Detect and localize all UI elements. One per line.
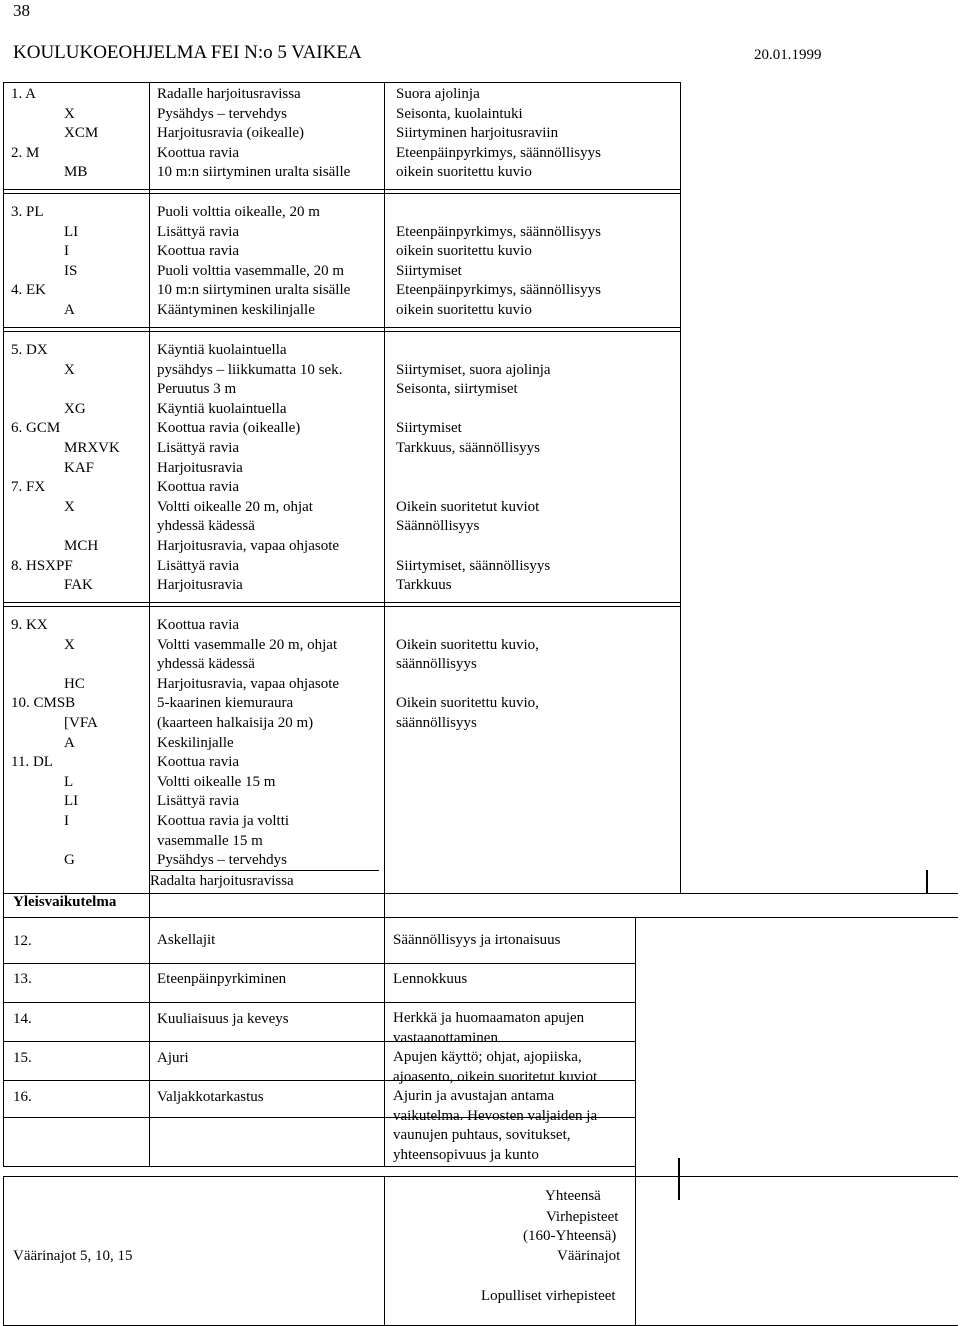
exercise-line: Harjoitusravia, vapaa ohjasote xyxy=(157,675,340,692)
mark: XG xyxy=(64,400,86,417)
exercise-line: Pysähdys – tervehdys xyxy=(157,852,287,869)
criteria-line: Oikein suoritettu kuvio, xyxy=(396,695,539,712)
footer-formula: (160-Yhteensä) xyxy=(523,1228,617,1244)
exercise-line: Pysähdys – tervehdys xyxy=(157,105,287,122)
mark: 6. GCM xyxy=(11,420,61,437)
criteria-line: Eteenpäinpyrkimys, säännöllisyys xyxy=(396,223,601,240)
general-num: 13. xyxy=(13,971,32,987)
general-criteria xyxy=(393,1048,597,1087)
block-3-marks xyxy=(11,341,120,596)
criteria-line: Säännöllisyys xyxy=(396,518,480,535)
exercise-line: Koottua ravia (oikealle) xyxy=(157,420,301,437)
criteria-line: vaikutelma. Hevosten valjaiden ja xyxy=(393,1107,598,1124)
exercise-line: yhdessä kädessä xyxy=(157,518,255,535)
exercise-line: Lisättyä ravia xyxy=(157,793,240,810)
mark: G xyxy=(64,852,75,869)
criteria-line: vastaanottaminen xyxy=(393,1029,498,1046)
criteria-line: Oikein suoritettu kuvio, xyxy=(396,636,539,653)
criteria-line xyxy=(396,675,539,695)
block-3-criteria xyxy=(396,341,551,596)
criteria-line: oikein suoritettu kuvio xyxy=(396,243,532,260)
criteria-line: yhteensopivuus ja kunto xyxy=(393,1146,539,1163)
criteria-line: Suora ajolinja xyxy=(396,86,480,102)
mark: X xyxy=(64,498,75,515)
page-number: 38 xyxy=(13,1,30,20)
footer-penalty: Virhepisteet xyxy=(546,1209,619,1225)
mark: XCM xyxy=(64,125,99,142)
general-item: Askellajit xyxy=(157,932,216,948)
mark: 3. PL xyxy=(11,204,44,220)
mark: 11. DL xyxy=(11,754,53,771)
criteria-line xyxy=(396,459,551,479)
footer-errors-label: Väärinajot xyxy=(557,1248,621,1264)
exercise-line: Lisättyä ravia xyxy=(157,557,240,574)
criteria-line: oikein suoritettu kuvio xyxy=(396,301,532,318)
exercise-line: Lisättyä ravia xyxy=(157,223,240,240)
criteria-line: oikein suoritettu kuvio xyxy=(396,164,532,181)
exercise-line: 10 m:n siirtyminen uralta sisälle xyxy=(157,164,351,181)
criteria-line: Siirtymiset xyxy=(396,420,462,437)
mark: LI xyxy=(64,793,79,810)
mark xyxy=(11,517,120,537)
exercise-line: (kaarteen halkaisija 20 m) xyxy=(157,714,314,731)
mark: 10. CMSB xyxy=(11,695,76,712)
block-1-marks xyxy=(11,85,98,183)
exit-line: Radalta harjoitusravissa xyxy=(150,873,294,889)
exercise-line: Käyntiä kuolaintuella xyxy=(157,342,287,358)
exercise-line: Harjoitusravia xyxy=(157,577,243,594)
general-item: Kuuliaisuus ja keveys xyxy=(157,1011,289,1027)
criteria-line: Siirtymiset, säännöllisyys xyxy=(396,557,551,574)
mark: 1. A xyxy=(11,86,37,102)
criteria-line: Seisonta, kuolaintuki xyxy=(396,105,523,122)
criteria-line: Siirtymiset, suora ajolinja xyxy=(396,361,551,378)
mark: LI xyxy=(64,223,79,240)
mark: MRXVK xyxy=(64,439,120,456)
exercise-line: Radalle harjoitusravissa xyxy=(157,86,301,102)
block-2-criteria xyxy=(396,203,601,321)
criteria-line: Seisonta, siirtymiset xyxy=(396,381,518,398)
mark: MCH xyxy=(64,537,99,554)
mark xyxy=(11,832,98,852)
criteria-line xyxy=(396,537,551,557)
exercise-line: vasemmalle 15 m xyxy=(157,832,263,849)
criteria-line xyxy=(396,341,551,361)
exercise-line: Koottua ravia xyxy=(157,617,240,633)
mark: X xyxy=(64,105,75,122)
criteria-line: Tarkkuus, säännöllisyys xyxy=(396,439,540,456)
exercise-line: Voltti oikealle 20 m, ohjat xyxy=(157,498,313,515)
exercise-line: Keskilinjalle xyxy=(157,734,234,751)
general-criteria xyxy=(393,1009,584,1048)
mark: 4. EK xyxy=(11,282,46,299)
exercise-line: Voltti vasemmalle 20 m, ohjat xyxy=(157,636,338,653)
mark: 7. FX xyxy=(11,479,46,496)
criteria-line: Herkkä ja huomaamaton apujen xyxy=(393,1010,585,1026)
document-date: 20.01.1999 xyxy=(754,47,822,63)
general-item: Ajuri xyxy=(157,1050,189,1066)
criteria-line xyxy=(396,400,551,420)
block-2-marks xyxy=(11,203,78,321)
footer-errors: Väärinajot 5, 10, 15 xyxy=(13,1248,133,1264)
mark: 5. DX xyxy=(11,342,48,358)
mark: A xyxy=(64,734,75,751)
exercise-line: Harjoitusravia xyxy=(157,459,243,476)
mark: I xyxy=(64,243,69,260)
mark: IS xyxy=(64,262,78,279)
general-num: 12. xyxy=(13,933,32,949)
general-num: 15. xyxy=(13,1050,32,1066)
criteria-line xyxy=(396,616,539,636)
mark xyxy=(11,655,98,675)
block-2-exercise xyxy=(157,203,350,321)
exercise-line: Peruutus 3 m xyxy=(157,381,237,398)
criteria-line: säännöllisyys xyxy=(396,656,477,673)
mark: FAK xyxy=(64,577,93,594)
criteria-line xyxy=(396,203,601,223)
exercise-line: Harjoitusravia, vapaa ohjasote xyxy=(157,537,340,554)
mark: 2. M xyxy=(11,144,40,161)
exercise-line: Koottua ravia xyxy=(157,144,240,161)
block-4-exercise xyxy=(157,616,339,871)
general-num: 16. xyxy=(13,1089,32,1105)
mark: 9. KX xyxy=(11,617,48,633)
mark xyxy=(11,380,120,400)
block-4-criteria xyxy=(396,616,539,734)
general-criteria: Säännöllisyys ja irtonaisuus xyxy=(393,932,561,948)
criteria-line: Ajurin ja avustajan antama xyxy=(393,1088,555,1104)
mark: I xyxy=(64,812,69,829)
criteria-line: Tarkkuus xyxy=(396,577,452,594)
criteria-line: Siirtymiset xyxy=(396,262,462,279)
footer-total: Yhteensä xyxy=(545,1188,601,1204)
footer-final: Lopulliset virhepisteet xyxy=(481,1288,616,1304)
criteria-line: Eteenpäinpyrkimys, säännöllisyys xyxy=(396,144,601,161)
exercise-line: pysähdys – liikkumatta 10 sek. xyxy=(157,361,343,378)
mark: 8. HSXPF xyxy=(11,557,73,574)
exercise-line: Puoli volttia oikealle, 20 m xyxy=(157,204,320,220)
exercise-line: yhdessä kädessä xyxy=(157,656,255,673)
criteria-line xyxy=(396,478,551,498)
mark: A xyxy=(64,301,75,318)
block-1-exercise xyxy=(157,85,350,183)
exercise-line: 10 m:n siirtyminen uralta sisälle xyxy=(157,282,351,299)
criteria-line: ajoasento, oikein suoritetut kuviot xyxy=(393,1068,598,1085)
general-item: Eteenpäinpyrkiminen xyxy=(157,971,287,987)
exercise-line: Voltti oikealle 15 m xyxy=(157,773,276,790)
exercise-line: Kääntyminen keskilinjalle xyxy=(157,301,315,318)
exercise-line: Käyntiä kuolaintuella xyxy=(157,400,287,417)
block-1-criteria xyxy=(396,85,601,183)
page-title: KOULUKOEOHJELMA FEI N:o 5 VAIKEA xyxy=(13,42,362,63)
exercise-line: Harjoitusravia (oikealle) xyxy=(157,125,305,142)
mark: X xyxy=(64,636,75,653)
mark: MB xyxy=(64,164,88,181)
general-item: Valjakkotarkastus xyxy=(157,1089,264,1105)
criteria-line: Oikein suoritetut kuviot xyxy=(396,498,540,515)
criteria-line: Apujen käyttö; ohjat, ajopiiska, xyxy=(393,1049,582,1065)
mark: X xyxy=(64,361,75,378)
exercise-line: Puoli volttia vasemmalle, 20 m xyxy=(157,262,345,279)
criteria-line: Siirtyminen harjoitusraviin xyxy=(396,125,559,142)
exercise-line: Koottua ravia xyxy=(157,754,240,771)
general-criteria: Lennokkuus xyxy=(393,971,468,987)
general-criteria xyxy=(393,1087,597,1165)
general-num: 14. xyxy=(13,1011,32,1027)
exercise-line: Koottua ravia ja voltti xyxy=(157,812,290,829)
block-4-marks xyxy=(11,616,98,871)
criteria-line: säännöllisyys xyxy=(396,714,477,731)
exercise-line: 5-kaarinen kiemuraura xyxy=(157,695,294,712)
general-heading: Yleisvaikutelma xyxy=(13,894,117,910)
criteria-line: vaunujen puhtaus, sovitukset, xyxy=(393,1127,571,1144)
exercise-line: Lisättyä ravia xyxy=(157,439,240,456)
criteria-line: Eteenpäinpyrkimys, säännöllisyys xyxy=(396,282,601,299)
mark: HC xyxy=(64,675,85,692)
exercise-line: Koottua ravia xyxy=(157,243,240,260)
mark: [VFA xyxy=(64,714,98,731)
block-3-exercise xyxy=(157,341,342,596)
mark: L xyxy=(64,773,74,790)
mark: KAF xyxy=(64,459,95,476)
exercise-line: Koottua ravia xyxy=(157,479,240,496)
